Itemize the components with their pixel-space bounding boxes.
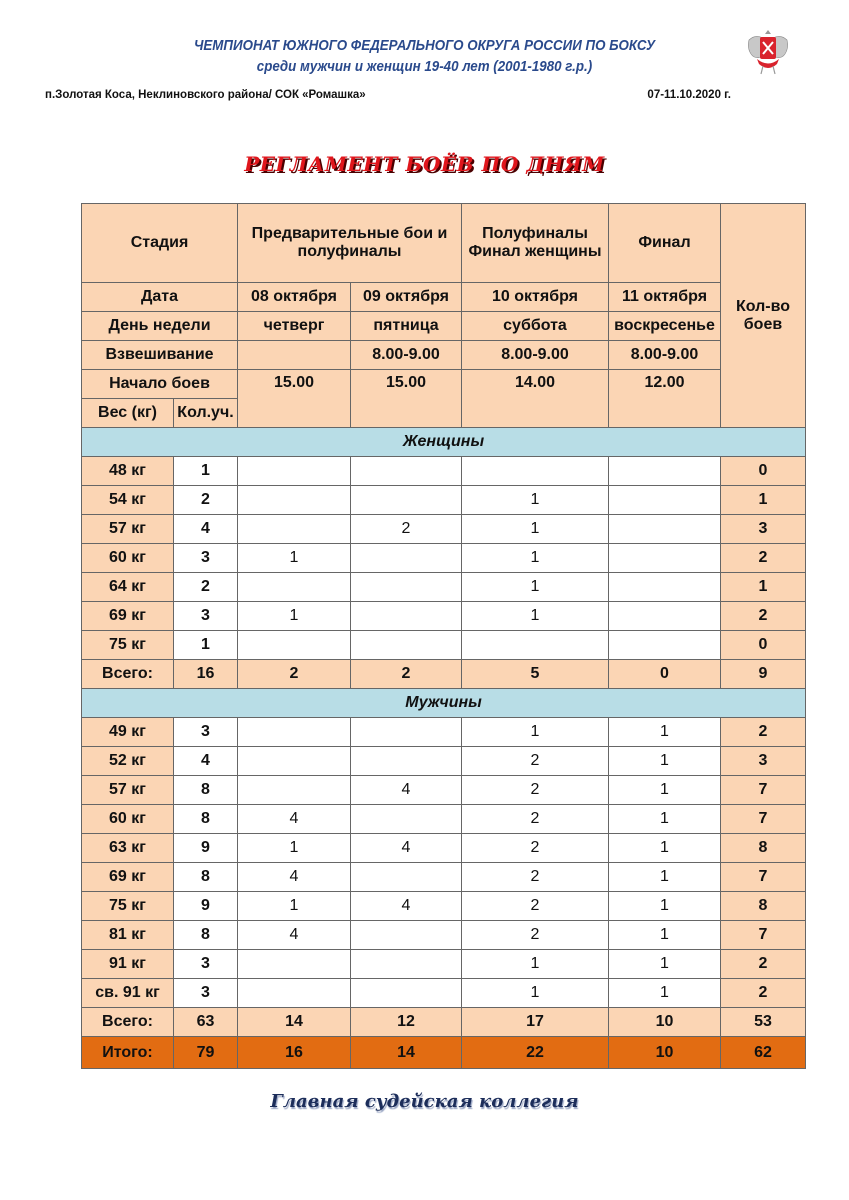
men-sum-row [82, 1008, 806, 1037]
table-row [82, 457, 806, 486]
participants-cell: 4 [174, 747, 238, 776]
total-cell: 3 [721, 515, 806, 544]
fights-cell [351, 863, 462, 892]
table-row [82, 776, 806, 805]
grand-total-total: 62 [721, 1037, 806, 1069]
table-row [82, 892, 806, 921]
grand-total-label: Итого: [82, 1037, 174, 1069]
participants-cell: 8 [174, 863, 238, 892]
participants-cell: 2 [174, 573, 238, 602]
fights-cell [351, 921, 462, 950]
grand-total-row [82, 1037, 806, 1069]
schedule-table [81, 203, 806, 1069]
fights-cell: 1 [609, 863, 721, 892]
date-cell: 10 октября [462, 283, 609, 312]
stage-preliminary: Предварительные бои и полуфиналы [238, 204, 462, 283]
fights-cell: 2 [462, 834, 609, 863]
fights-cell [351, 950, 462, 979]
women-sum-row [82, 660, 806, 689]
weight-cell: 81 кг [82, 921, 174, 950]
weight-cell: 52 кг [82, 747, 174, 776]
fights-cell: 1 [462, 515, 609, 544]
weight-cell: 57 кг [82, 515, 174, 544]
ministry-of-sport-emblem-icon [745, 26, 791, 76]
fights-cell [351, 631, 462, 660]
fights-cell [609, 573, 721, 602]
start-cell: 15.00 [238, 370, 351, 428]
total-cell: 2 [721, 950, 806, 979]
participants-cell: 8 [174, 776, 238, 805]
start-label: Начало боев [82, 370, 238, 399]
section-men: Мужчины [82, 689, 806, 718]
fights-cell: 4 [351, 892, 462, 921]
fights-cell [238, 718, 351, 747]
weight-cell: 49 кг [82, 718, 174, 747]
fights-cell: 1 [609, 718, 721, 747]
participants-cell: 3 [174, 602, 238, 631]
total-cell: 7 [721, 776, 806, 805]
table-row [82, 486, 806, 515]
fights-cell: 2 [462, 805, 609, 834]
date-cell: 11 октября [609, 283, 721, 312]
grand-total-cell: 16 [238, 1037, 351, 1069]
table-row [82, 602, 806, 631]
table-row [82, 573, 806, 602]
fights-cell [351, 747, 462, 776]
fights-cell [238, 486, 351, 515]
table-row [82, 544, 806, 573]
weekday-cell: пятница [351, 312, 462, 341]
participants-label: Кол.уч. [174, 399, 238, 428]
total-fights-header: Кол-во боев [721, 204, 806, 428]
fights-cell: 1 [462, 544, 609, 573]
total-cell: 1 [721, 486, 806, 515]
sum-cell: 10 [609, 1008, 721, 1037]
weight-cell: 60 кг [82, 805, 174, 834]
fights-cell: 1 [609, 950, 721, 979]
weighin-cell: 8.00-9.00 [462, 341, 609, 370]
fights-cell [351, 486, 462, 515]
fights-cell [351, 718, 462, 747]
fights-cell [351, 979, 462, 1008]
sum-cell: 14 [238, 1008, 351, 1037]
fights-cell [351, 544, 462, 573]
participants-cell: 1 [174, 631, 238, 660]
location-text: п.Золотая Коса, Неклиновского района/ СОК «Ромашка» [45, 89, 366, 101]
start-cell: 15.00 [351, 370, 462, 428]
fights-cell: 4 [351, 776, 462, 805]
total-cell: 2 [721, 544, 806, 573]
fights-cell: 2 [462, 921, 609, 950]
fights-cell [238, 515, 351, 544]
fights-cell: 1 [462, 486, 609, 515]
footer-signature: Главная судейская коллегия [270, 1091, 579, 1112]
sum-cell: 17 [462, 1008, 609, 1037]
total-cell: 1 [721, 573, 806, 602]
fights-cell: 1 [238, 834, 351, 863]
fights-cell: 1 [609, 834, 721, 863]
fights-cell: 2 [462, 863, 609, 892]
participants-cell: 9 [174, 834, 238, 863]
weight-cell: 54 кг [82, 486, 174, 515]
weekday-cell: суббота [462, 312, 609, 341]
table-row [82, 834, 806, 863]
weighin-cell: 8.00-9.00 [609, 341, 721, 370]
fights-cell [238, 979, 351, 1008]
participants-cell: 3 [174, 718, 238, 747]
participants-cell: 4 [174, 515, 238, 544]
total-cell: 8 [721, 892, 806, 921]
sum-cell: 2 [351, 660, 462, 689]
fights-cell: 1 [462, 573, 609, 602]
total-cell: 7 [721, 921, 806, 950]
sum-participants: 16 [174, 660, 238, 689]
fights-cell [609, 457, 721, 486]
weight-cell: 63 кг [82, 834, 174, 863]
fights-cell [609, 486, 721, 515]
event-dates: 07-11.10.2020 г. [647, 89, 731, 101]
start-cell: 12.00 [609, 370, 721, 428]
total-cell: 2 [721, 602, 806, 631]
fights-cell [238, 747, 351, 776]
start-cell: 14.00 [462, 370, 609, 428]
fights-cell: 1 [238, 544, 351, 573]
total-cell: 7 [721, 805, 806, 834]
weight-cell: 75 кг [82, 631, 174, 660]
participants-cell: 9 [174, 892, 238, 921]
section-women: Женщины [82, 428, 806, 457]
table-row [82, 863, 806, 892]
fights-cell: 1 [462, 950, 609, 979]
total-cell: 0 [721, 631, 806, 660]
participants-cell: 3 [174, 950, 238, 979]
fights-cell: 2 [462, 747, 609, 776]
fights-cell: 1 [609, 921, 721, 950]
table-row [82, 805, 806, 834]
sum-total: 9 [721, 660, 806, 689]
fights-cell: 1 [609, 776, 721, 805]
fights-cell [238, 631, 351, 660]
grand-total-cell: 10 [609, 1037, 721, 1069]
fights-cell: 1 [462, 602, 609, 631]
fights-cell [609, 602, 721, 631]
fights-cell: 1 [609, 979, 721, 1008]
document-title: РЕГЛАМЕНТ БОЁВ ПО ДНЯМ [244, 152, 605, 176]
weekday-label: День недели [82, 312, 238, 341]
fights-cell: 4 [351, 834, 462, 863]
participants-cell: 1 [174, 457, 238, 486]
fights-cell: 1 [609, 747, 721, 776]
fights-cell [238, 573, 351, 602]
weighin-cell: 8.00-9.00 [351, 341, 462, 370]
fights-cell: 2 [351, 515, 462, 544]
stage-final: Финал [609, 204, 721, 283]
fights-cell [609, 544, 721, 573]
weekday-cell: воскресенье [609, 312, 721, 341]
fights-cell: 1 [609, 892, 721, 921]
fights-cell: 1 [462, 979, 609, 1008]
total-cell: 3 [721, 747, 806, 776]
table-row [82, 950, 806, 979]
fights-cell: 2 [462, 892, 609, 921]
total-cell: 0 [721, 457, 806, 486]
fights-cell: 2 [462, 776, 609, 805]
header-title: ЧЕМПИОНАТ ЮЖНОГО ФЕДЕРАЛЬНОГО ОКРУГА РОССИИ ПО БОКСУ [193, 38, 656, 54]
weight-cell: 75 кг [82, 892, 174, 921]
weight-cell: 60 кг [82, 544, 174, 573]
sum-total: 53 [721, 1008, 806, 1037]
fights-cell [609, 631, 721, 660]
table-row [82, 921, 806, 950]
sum-cell: 12 [351, 1008, 462, 1037]
date-label: Дата [82, 283, 238, 312]
fights-cell: 1 [238, 602, 351, 631]
stage-semifinal: Полуфиналы Финал женщины [462, 204, 609, 283]
fights-cell: 1 [609, 805, 721, 834]
participants-cell: 2 [174, 486, 238, 515]
fights-cell: 4 [238, 805, 351, 834]
table-row [82, 631, 806, 660]
fights-cell [351, 805, 462, 834]
header-subtitle: среди мужчин и женщин 19-40 лет (2001-1980 г.р.) [256, 59, 593, 75]
sum-label: Всего: [82, 1008, 174, 1037]
date-cell: 09 октября [351, 283, 462, 312]
weekday-cell: четверг [238, 312, 351, 341]
fights-cell: 4 [238, 921, 351, 950]
weighin-label: Взвешивание [82, 341, 238, 370]
participants-cell: 3 [174, 979, 238, 1008]
fights-cell: 1 [462, 718, 609, 747]
weight-cell: св. 91 кг [82, 979, 174, 1008]
fights-cell [351, 602, 462, 631]
total-cell: 2 [721, 979, 806, 1008]
total-cell: 2 [721, 718, 806, 747]
weight-cell: 91 кг [82, 950, 174, 979]
fights-cell: 1 [238, 892, 351, 921]
fights-cell [351, 573, 462, 602]
fights-cell: 4 [238, 863, 351, 892]
weight-cell: 69 кг [82, 602, 174, 631]
sum-cell: 0 [609, 660, 721, 689]
weight-cell: 69 кг [82, 863, 174, 892]
sum-label: Всего: [82, 660, 174, 689]
table-row [82, 515, 806, 544]
participants-cell: 8 [174, 805, 238, 834]
grand-total-cell: 14 [351, 1037, 462, 1069]
fights-cell [609, 515, 721, 544]
sum-cell: 5 [462, 660, 609, 689]
date-cell: 08 октября [238, 283, 351, 312]
weight-cell: 64 кг [82, 573, 174, 602]
fights-cell [462, 457, 609, 486]
fights-cell [238, 950, 351, 979]
sum-cell: 2 [238, 660, 351, 689]
participants-cell: 8 [174, 921, 238, 950]
participants-cell: 3 [174, 544, 238, 573]
fights-cell [238, 776, 351, 805]
table-row [82, 718, 806, 747]
grand-total-cell: 22 [462, 1037, 609, 1069]
grand-total-participants: 79 [174, 1037, 238, 1069]
weight-cell: 48 кг [82, 457, 174, 486]
fights-cell [462, 631, 609, 660]
weight-label: Вес (кг) [82, 399, 174, 428]
fights-cell [351, 457, 462, 486]
weighin-cell [238, 341, 351, 370]
total-cell: 8 [721, 834, 806, 863]
weight-cell: 57 кг [82, 776, 174, 805]
table-row [82, 979, 806, 1008]
table-row [82, 747, 806, 776]
fights-cell [238, 457, 351, 486]
total-cell: 7 [721, 863, 806, 892]
stage-header: Стадия [82, 204, 238, 283]
sum-participants: 63 [174, 1008, 238, 1037]
